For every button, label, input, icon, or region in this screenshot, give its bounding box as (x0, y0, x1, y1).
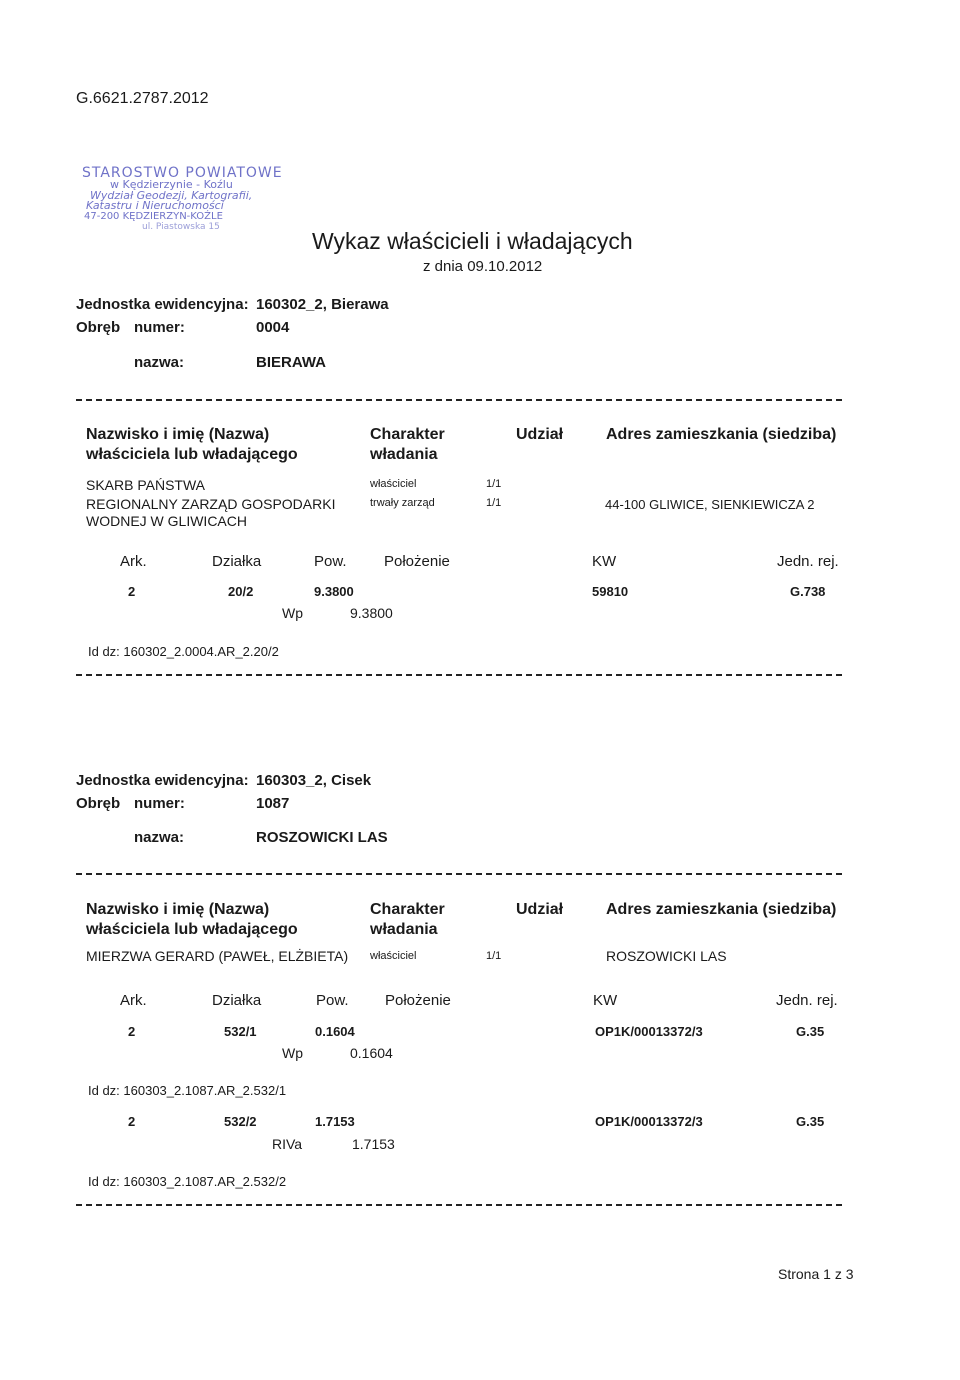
nazwa-label: nazwa: (134, 354, 185, 371)
owner-address: ROSZOWICKI LAS (606, 948, 727, 964)
parcel-number: 532/2 (224, 1114, 257, 1129)
parcel-jedn: G.35 (796, 1114, 825, 1129)
land-use-area: 1.7153 (352, 1136, 395, 1152)
col-character-2: władania (370, 446, 438, 463)
col-owner-name-2: właściciela lub władającego (86, 921, 298, 938)
parcel-id: Id dz: 160302_2.0004.AR_2.20/2 (88, 644, 279, 659)
parcel-area: 1.7153 (315, 1114, 355, 1129)
col-pow: Pow. (316, 992, 349, 1009)
owner-name: MIERZWA GERARD (PAWEŁ, ELŻBIETA) (86, 948, 349, 964)
unit-label: Jednostka ewidencyjna: (76, 772, 249, 789)
owner-address: 44-100 GLIWICE, SIENKIEWICZA 2 (605, 497, 815, 512)
owner-share: 1/1 (486, 950, 502, 962)
nazwa-value: BIERAWA (256, 354, 327, 371)
col-pow: Pow. (314, 553, 347, 570)
land-use: Wp (282, 1045, 303, 1061)
col-share: Udział (516, 901, 564, 918)
unit-label: Jednostka ewidencyjna: (76, 296, 249, 313)
owner-name: SKARB PAŃSTWA (86, 477, 206, 493)
office-stamp: STAROSTWO POWIATOWE w Kędzierzynie - Koźlu Wydział Geodezji, Kartografii, Katastru i Nieruchomości 47-200 KĘDZIERZYN-KOŹLE ul. Piastowska 15 (82, 165, 283, 232)
parcel-ark: 2 (128, 584, 136, 599)
col-address: Adres zamieszkania (siedziba) (606, 426, 837, 443)
col-kw: KW (593, 992, 618, 1009)
land-use: Wp (282, 605, 303, 621)
parcel-jedn: G.738 (790, 584, 826, 599)
owner-share: 1/1 (486, 478, 502, 490)
parcel-ark: 2 (128, 1114, 136, 1129)
owner-name-cont: WODNEJ W GLIWICACH (86, 513, 247, 529)
col-kw: KW (592, 553, 617, 570)
page-title: Wykaz właścicieli i władających (312, 228, 633, 254)
owner-character: właściciel (370, 478, 417, 490)
parcel-kw: OP1K/00013372/3 (595, 1114, 703, 1129)
numer-label: numer: (134, 795, 185, 812)
divider (76, 674, 842, 676)
land-use: RIVa (272, 1136, 303, 1152)
owner-character: trwały zarząd (370, 497, 435, 509)
col-ark: Ark. (120, 992, 147, 1009)
col-character: Charakter (370, 426, 445, 443)
nazwa-label: nazwa: (134, 829, 185, 846)
col-share: Udział (516, 426, 564, 443)
divider (76, 399, 842, 401)
owner-name: REGIONALNY ZARZĄD GOSPODARKI (86, 496, 336, 512)
parcel-area: 0.1604 (315, 1024, 355, 1039)
parcel-number: 20/2 (228, 584, 254, 599)
col-ark: Ark. (120, 553, 147, 570)
owner-character: właściciel (370, 950, 417, 962)
col-owner-name: Nazwisko i imię (Nazwa) (86, 901, 270, 918)
divider (76, 1204, 842, 1206)
col-jedn: Jedn. rej. (776, 992, 838, 1009)
obreb-label: Obręb (76, 795, 121, 812)
col-jedn: Jedn. rej. (777, 553, 839, 570)
col-address: Adres zamieszkania (siedziba) (606, 901, 837, 918)
parcel-id: Id dz: 160303_2.1087.AR_2.532/2 (88, 1174, 287, 1189)
parcel-id: Id dz: 160303_2.1087.AR_2.532/1 (88, 1083, 287, 1098)
parcel-area: 9.3800 (314, 584, 354, 599)
col-owner-name-2: właściciela lub władającego (86, 446, 298, 463)
document-reference: G.6621.2787.2012 (76, 90, 209, 107)
divider (76, 873, 842, 875)
numer-label: numer: (134, 319, 185, 336)
col-dzialka: Działka (212, 992, 262, 1009)
parcel-jedn: G.35 (796, 1024, 825, 1039)
col-polozenie: Położenie (384, 553, 450, 570)
parcel-kw: 59810 (592, 584, 629, 599)
unit-value: 160303_2, Cisek (256, 772, 372, 789)
parcel-ark: 2 (128, 1024, 136, 1039)
nazwa-value: ROSZOWICKI LAS (256, 829, 388, 846)
col-character-2: władania (370, 921, 438, 938)
document-date: z dnia 09.10.2012 (423, 258, 543, 275)
col-polozenie: Położenie (385, 992, 451, 1009)
numer-value: 0004 (256, 319, 290, 336)
col-character: Charakter (370, 901, 445, 918)
page-number: Strona 1 z 3 (778, 1266, 854, 1282)
numer-value: 1087 (256, 795, 290, 812)
land-use-area: 0.1604 (350, 1045, 393, 1061)
land-use-area: 9.3800 (350, 605, 393, 621)
unit-value: 160302_2, Bierawa (256, 296, 389, 313)
parcel-kw: OP1K/00013372/3 (595, 1024, 703, 1039)
col-owner-name: Nazwisko i imię (Nazwa) (86, 426, 270, 443)
col-dzialka: Działka (212, 553, 262, 570)
obreb-label: Obręb (76, 319, 121, 336)
parcel-number: 532/1 (224, 1024, 257, 1039)
owner-share: 1/1 (486, 497, 502, 509)
